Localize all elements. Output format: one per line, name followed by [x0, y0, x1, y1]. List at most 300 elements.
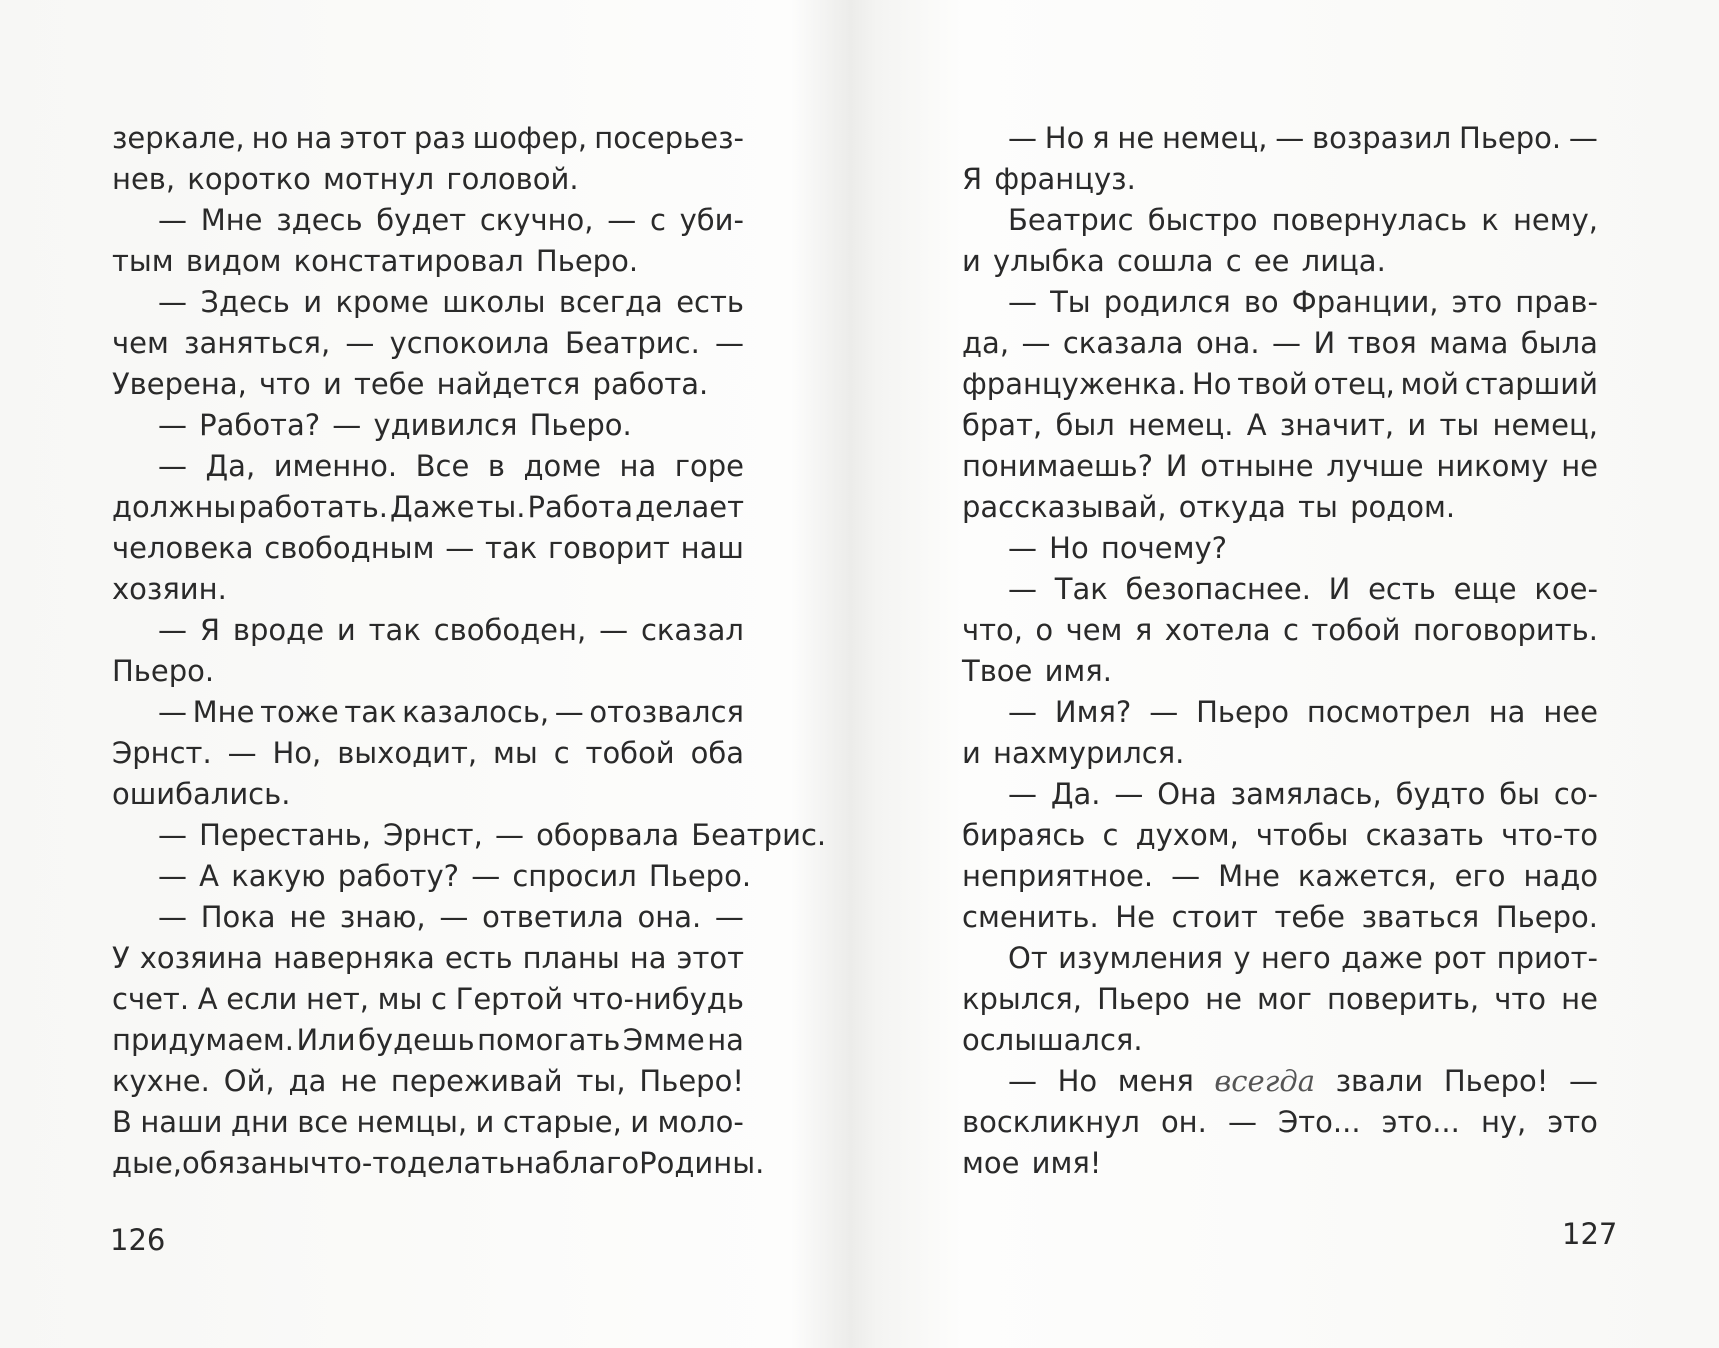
word: быстро [1147, 203, 1258, 237]
word: — [1008, 285, 1037, 319]
text-line [962, 815, 1598, 856]
text-line [112, 200, 744, 241]
word: сказать [1365, 818, 1484, 852]
word: ты [1298, 490, 1338, 524]
text-line [112, 364, 744, 405]
text-line [962, 446, 1598, 487]
word: Пьеро. [112, 654, 215, 688]
word: с [1225, 244, 1242, 278]
word: А [1246, 408, 1267, 442]
word: оборвала [536, 818, 680, 852]
word: хозяина [139, 941, 264, 975]
word: нему, [1512, 203, 1598, 237]
word: говорит [547, 531, 670, 565]
word: Беатрис. [691, 818, 827, 852]
word: — [1008, 121, 1037, 155]
word: безопаснее. [1125, 572, 1311, 606]
word: родом. [1350, 490, 1456, 524]
word: нет, [306, 982, 369, 1016]
word: — [1021, 326, 1051, 360]
word: улыбка [993, 244, 1105, 278]
text-line [962, 282, 1598, 323]
word: старший [1464, 367, 1598, 401]
word: — [1008, 1064, 1037, 1098]
text-line [962, 610, 1598, 651]
text-line [112, 1061, 744, 1102]
word: — [714, 326, 744, 360]
word: отныне [1200, 449, 1314, 483]
text-line [112, 1020, 744, 1061]
word: переживай [390, 1064, 563, 1098]
word: планы [522, 941, 620, 975]
word: будет [376, 203, 467, 237]
word: и [475, 1105, 495, 1139]
word: работа. [592, 367, 709, 401]
word: француженка. [962, 367, 1187, 401]
word: Пьеро! [1443, 1064, 1549, 1098]
word: я [1092, 121, 1110, 155]
word: — [158, 285, 187, 319]
word: Ты [1050, 285, 1091, 319]
word: Пьеро [1196, 695, 1289, 729]
word: крылся, [962, 982, 1082, 1016]
word: что [258, 367, 311, 401]
word: Твое [962, 654, 1033, 688]
word: Это... [1278, 1105, 1361, 1139]
word: почему? [1100, 531, 1228, 565]
word: наши [140, 1105, 223, 1139]
word: моло- [657, 1105, 744, 1139]
word: француз. [994, 162, 1136, 196]
word: ответила [482, 900, 624, 934]
word: И [1328, 572, 1351, 606]
word: Я [962, 162, 983, 196]
text-line [962, 118, 1598, 159]
word: И [1165, 449, 1188, 483]
word: найдется [436, 367, 581, 401]
text-line [962, 1143, 1598, 1184]
text-line [112, 118, 744, 159]
word: хотела [1164, 613, 1271, 647]
word: все [297, 1105, 349, 1139]
word: и [322, 367, 342, 401]
word: твой [1237, 367, 1308, 401]
text-line [962, 692, 1598, 733]
word: откуда [1178, 490, 1286, 524]
word: бираясь [962, 818, 1086, 852]
word: — [1008, 777, 1037, 811]
word: — [714, 900, 744, 934]
word: тобой [1311, 613, 1401, 647]
word: — [1008, 572, 1037, 606]
word: Пьеро. [535, 244, 639, 278]
word: на [1488, 695, 1526, 729]
word: Беатрис [1008, 203, 1134, 237]
word: кухне. [112, 1064, 210, 1098]
word: Но [1044, 121, 1085, 155]
text-line [962, 938, 1598, 979]
word: зваться [1361, 900, 1480, 934]
word: именно. [273, 449, 398, 483]
word: даже [1341, 941, 1423, 975]
text-line [962, 1102, 1598, 1143]
word: работу? [337, 859, 460, 893]
word: будто [1395, 777, 1486, 811]
word: счет. [112, 982, 190, 1016]
word: с [1102, 818, 1119, 852]
word: — [1568, 121, 1598, 155]
word: да, [962, 326, 1010, 360]
word: наверняка [273, 941, 435, 975]
word: Родины. [639, 1146, 765, 1180]
text-line [112, 446, 744, 487]
word: — [439, 900, 469, 934]
word: нев, [112, 162, 176, 196]
word: надо [1523, 859, 1598, 893]
word: поговорить. [1412, 613, 1598, 647]
word: чем [1065, 613, 1123, 647]
word: дни [230, 1105, 289, 1139]
word: у [1233, 941, 1251, 975]
word: что, [962, 613, 1023, 647]
word: здесь [276, 203, 363, 237]
word: бы [1499, 777, 1540, 811]
word: так [368, 613, 421, 647]
word: чем [112, 326, 169, 360]
word: — [158, 203, 187, 237]
word: был [1055, 408, 1115, 442]
word: А [197, 982, 218, 1016]
word: лица. [1301, 244, 1386, 278]
word: Гертой [455, 982, 564, 1016]
text-line [962, 241, 1598, 282]
text-line [962, 405, 1598, 446]
word: приот- [1496, 941, 1598, 975]
word: имя! [1031, 1146, 1102, 1180]
word: со- [1553, 777, 1598, 811]
word: зеркале, [112, 121, 245, 155]
word: немец, [1492, 408, 1598, 442]
text-line [112, 323, 744, 364]
word: успокоила [389, 326, 550, 360]
word: Уверена, [112, 367, 247, 401]
word: Пьеро. [1495, 900, 1598, 934]
word: Мне [192, 695, 255, 729]
word: немцы, [356, 1105, 468, 1139]
word: что-то [1501, 818, 1598, 852]
word: рот [1433, 941, 1487, 975]
text-line [112, 1102, 744, 1143]
word: — [1272, 326, 1302, 360]
word: видом [185, 244, 282, 278]
word: да [288, 1064, 327, 1098]
word: Эрнст. [112, 736, 212, 770]
word: она. [1195, 326, 1260, 360]
word: скучно, [479, 203, 594, 237]
word: с [1283, 613, 1299, 647]
word: горе [674, 449, 744, 483]
word: что-нибудь [571, 982, 744, 1016]
text-line [962, 159, 1598, 200]
word: констатировал [293, 244, 524, 278]
word: От [1008, 941, 1048, 975]
text-line [962, 651, 1598, 692]
italic-word: всегда [1214, 1064, 1316, 1098]
word: должны [112, 490, 237, 524]
word: Я [199, 613, 221, 647]
text-line [962, 733, 1598, 774]
word: на [707, 1023, 744, 1057]
word: Пьеро. [529, 408, 632, 442]
word: сошла [1116, 244, 1214, 278]
word: он. [1160, 1105, 1207, 1139]
word: — [227, 736, 257, 770]
word: не [1561, 982, 1598, 1016]
word: есть [676, 285, 744, 319]
word: ты. [476, 490, 526, 524]
text-line [962, 856, 1598, 897]
word: тебе [1274, 900, 1345, 934]
word: Франции, [1291, 285, 1439, 319]
word: доме [523, 449, 601, 483]
word: тоже [260, 695, 339, 729]
word: Здесь [200, 285, 290, 319]
word: работать. [238, 490, 389, 524]
word: ну, [1480, 1105, 1527, 1139]
word: свободен, [433, 613, 587, 647]
word: Так [1054, 572, 1108, 606]
word: будешь [358, 1023, 475, 1057]
word: и [630, 1105, 650, 1139]
word: — [1171, 859, 1201, 893]
word: — [158, 449, 187, 483]
word: помогать [477, 1023, 621, 1057]
word: — [445, 531, 475, 565]
word: Эрнст, [383, 818, 483, 852]
word: ты, [576, 1064, 626, 1098]
word: Она [1157, 777, 1217, 811]
word: делает [635, 490, 744, 524]
text-line [112, 610, 744, 651]
word: это [1451, 285, 1503, 319]
word: — [1008, 695, 1037, 729]
word: звали [1335, 1064, 1424, 1098]
word: Или [296, 1023, 356, 1057]
word: Мне [200, 203, 263, 237]
text-line [112, 241, 744, 282]
text-line [112, 159, 744, 200]
word: рассказывай, [962, 490, 1167, 524]
word: выходит, [337, 736, 478, 770]
word: и [962, 736, 981, 770]
text-line [962, 774, 1598, 815]
text-line [112, 487, 744, 528]
word: Работа [527, 490, 634, 524]
word: — [1008, 531, 1037, 565]
text-line [962, 200, 1598, 241]
word: школы [442, 285, 546, 319]
word: это... [1381, 1105, 1460, 1139]
word: — [554, 695, 584, 729]
word: знаю, [339, 900, 426, 934]
word: кое- [1534, 572, 1598, 606]
text-line [962, 897, 1598, 938]
text-line [112, 692, 744, 733]
word: она. [637, 900, 702, 934]
word: — [1568, 1064, 1598, 1098]
text-line [962, 1020, 1598, 1061]
word: и [303, 285, 323, 319]
text-line [112, 733, 744, 774]
word: отозвался [589, 695, 744, 729]
word: Работа? [199, 408, 321, 442]
text-line [112, 897, 744, 938]
word: мой [1400, 367, 1460, 401]
word: и [336, 613, 356, 647]
word: нахмурился. [993, 736, 1185, 770]
word: брат, [962, 408, 1043, 442]
word: так [344, 695, 397, 729]
word: о [1035, 613, 1054, 647]
word: обязаны [182, 1146, 311, 1180]
word: неприятное. [962, 859, 1154, 893]
word: тобой [585, 736, 675, 770]
text-line [112, 774, 744, 815]
text-line [112, 856, 752, 897]
text-line [962, 487, 1598, 528]
word: немец. [1128, 408, 1234, 442]
word: тым [112, 244, 174, 278]
word: отец, [1313, 367, 1395, 401]
word: родился [1103, 285, 1231, 319]
text-line [962, 528, 1598, 569]
word: — [1114, 777, 1144, 811]
word: не [289, 900, 327, 934]
word: понимаешь? [962, 449, 1154, 483]
word: ошибались. [112, 777, 291, 811]
word: не [340, 1064, 378, 1098]
word: это [1547, 1105, 1598, 1139]
word: что [1494, 982, 1547, 1016]
word: сказал [640, 613, 744, 647]
word: еще [1453, 572, 1517, 606]
word: и [962, 244, 981, 278]
right-page-number: 127 [1562, 1217, 1618, 1251]
word: него [1260, 941, 1331, 975]
word: Мне [1218, 859, 1280, 893]
word: мог [1257, 982, 1312, 1016]
text-line [112, 569, 744, 610]
word: — [599, 613, 629, 647]
word: замялась, [1230, 777, 1382, 811]
word: Но [1049, 531, 1089, 565]
word: посмотрел [1306, 695, 1471, 729]
text-line [112, 282, 744, 323]
word: — [1275, 121, 1305, 155]
word: и [1407, 408, 1427, 442]
word: к [1481, 203, 1499, 237]
word: есть [1368, 572, 1436, 606]
word: шофер, [472, 121, 588, 155]
word: свободным [264, 531, 435, 565]
word: — [332, 408, 362, 442]
word: возразил [1312, 121, 1452, 155]
word: поверить, [1327, 982, 1480, 1016]
text-line [962, 364, 1598, 405]
word: но [251, 121, 289, 155]
word: оба [690, 736, 744, 770]
word: была [1520, 326, 1598, 360]
word: заняться, [184, 326, 331, 360]
word: Пьеро! [639, 1064, 744, 1098]
word: придумаем. [112, 1023, 295, 1057]
word: мы [493, 736, 538, 770]
word: Да. [1050, 777, 1101, 811]
word: Но [1191, 367, 1232, 401]
word: немец, [1161, 121, 1268, 155]
word: этот [676, 941, 744, 975]
word: У [112, 941, 130, 975]
word: — [471, 859, 501, 893]
word: чтобы [1255, 818, 1349, 852]
word: сказала [1062, 326, 1184, 360]
word: нее [1543, 695, 1598, 729]
word: так [484, 531, 538, 565]
word: на [295, 121, 333, 155]
word: Все [415, 449, 470, 483]
text-line [962, 569, 1598, 610]
word: что-то [310, 1146, 408, 1180]
word: — [345, 326, 375, 360]
word: Но, [272, 736, 322, 770]
word: Пьеро. [1459, 121, 1562, 155]
text-line [112, 405, 744, 446]
word: — [158, 613, 187, 647]
word: этот [339, 121, 407, 155]
word: стоит [1171, 900, 1258, 934]
word: — [1227, 1105, 1257, 1139]
word: Не [1115, 900, 1155, 934]
text-line [112, 1143, 765, 1184]
word: — [158, 408, 187, 442]
word: спросил [512, 859, 637, 893]
word: повернулась [1271, 203, 1468, 237]
word: Да, [205, 449, 256, 483]
word: имя. [1044, 654, 1112, 688]
word: коротко [187, 162, 311, 196]
text-line [112, 979, 744, 1020]
left-page [112, 118, 827, 1184]
word: — [158, 859, 187, 893]
word: Пьеро [1097, 982, 1190, 1016]
word: хозяин. [112, 572, 227, 606]
word: Эмме [622, 1023, 705, 1057]
text-line [962, 979, 1598, 1020]
word: его [1454, 859, 1506, 893]
word: — [1149, 695, 1179, 729]
word: во [1243, 285, 1279, 319]
word: мы [377, 982, 423, 1016]
word: есть [444, 941, 513, 975]
word: посерьез- [594, 121, 744, 155]
word: на [515, 1146, 552, 1180]
word: Пьеро. [648, 859, 752, 893]
word: воскликнул [962, 1105, 1140, 1139]
word: — [158, 900, 187, 934]
word: изумления [1058, 941, 1224, 975]
word: В [112, 1105, 132, 1139]
word: мотнул [323, 162, 435, 196]
